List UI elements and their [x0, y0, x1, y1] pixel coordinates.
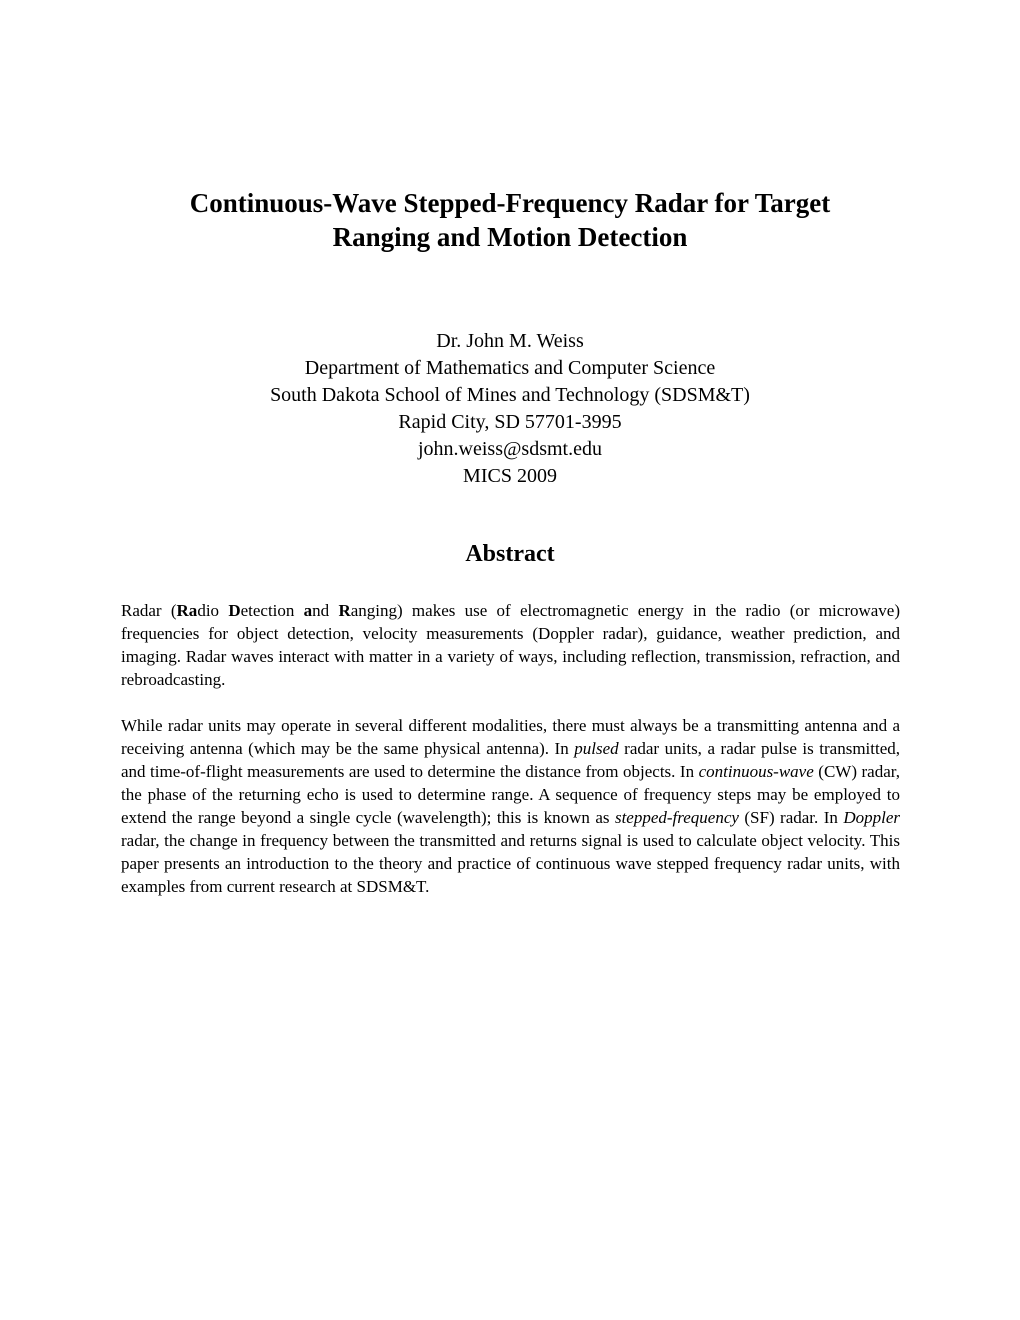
abstract-p1-bold: a: [303, 601, 313, 620]
abstract-p2-italic: stepped-frequency: [614, 808, 739, 827]
abstract-paragraph-2: [121, 714, 900, 898]
abstract-p2-italic: Doppler: [843, 808, 900, 827]
abstract-paragraph-1: [121, 599, 900, 691]
abstract-p1-text: etection: [240, 601, 304, 620]
abstract-p2-text: (SF) radar. In: [738, 808, 844, 827]
conference-name: MICS 2009: [463, 465, 557, 487]
author-name: Dr. John M. Weiss: [436, 330, 584, 352]
paper-title-line-1: Continuous-Wave Stepped-Frequency Radar for Target: [189, 188, 831, 218]
abstract-p2-text: radar, the change in frequency between the transmitted and returns signal is used to calculate object velocity. This paper presents an introduction to the theory and practice of continuous wave stepped frequency radar units, with examples from current research at SDSM&T.: [121, 831, 900, 896]
abstract-p2-text: radar units, a radar pulse is transmitted, and time-of-flight measurements are used to determine the distance from objects. In: [121, 739, 901, 781]
abstract-p2-text: While radar units may operate in several different modalities, there must always be a transmitting antenna and a receiving antenna (which may be the same physical antenna). In: [121, 716, 900, 758]
author-department: Department of Mathematics and Computer Science: [304, 357, 716, 379]
abstract-p1-text: Radar (: [121, 601, 177, 620]
abstract-heading: Abstract: [465, 541, 555, 567]
abstract-p2-italic: pulsed: [574, 739, 619, 758]
abstract-p2-italic: continuous-wave: [698, 762, 814, 781]
author-block: [100, 328, 920, 490]
author-address: Rapid City, SD 57701-3995: [398, 411, 622, 433]
paper-title-line-2: Ranging and Motion Detection: [332, 222, 688, 252]
abstract-p1-bold: Ra: [176, 601, 198, 620]
abstract-p1-text: dio: [197, 601, 229, 620]
abstract-p1-text: anging) makes use of electromagnetic energy in the radio (or microwave) frequencies for object detection, velocity measurements (Doppler radar), guidance, weather prediction, and imaging. Radar waves interact with matter in a variety of ways, including reflection, transmission, refraction, and rebroadcasting.: [121, 601, 901, 689]
abstract-p1-bold: R: [338, 601, 351, 620]
author-institution: South Dakota School of Mines and Technology (SDSM&T): [270, 384, 750, 406]
abstract-p2-text: (CW) radar, the phase of the returning echo is used to determine range. A sequence of frequency steps may be employed to extend the range beyond a single cycle (wavelength); this is known as: [121, 762, 900, 827]
abstract-p1-bold: D: [228, 601, 241, 620]
author-email: john.weiss@sdsmt.edu: [418, 438, 602, 460]
paper-title: [100, 186, 920, 254]
abstract-p1-text: nd: [312, 601, 339, 620]
